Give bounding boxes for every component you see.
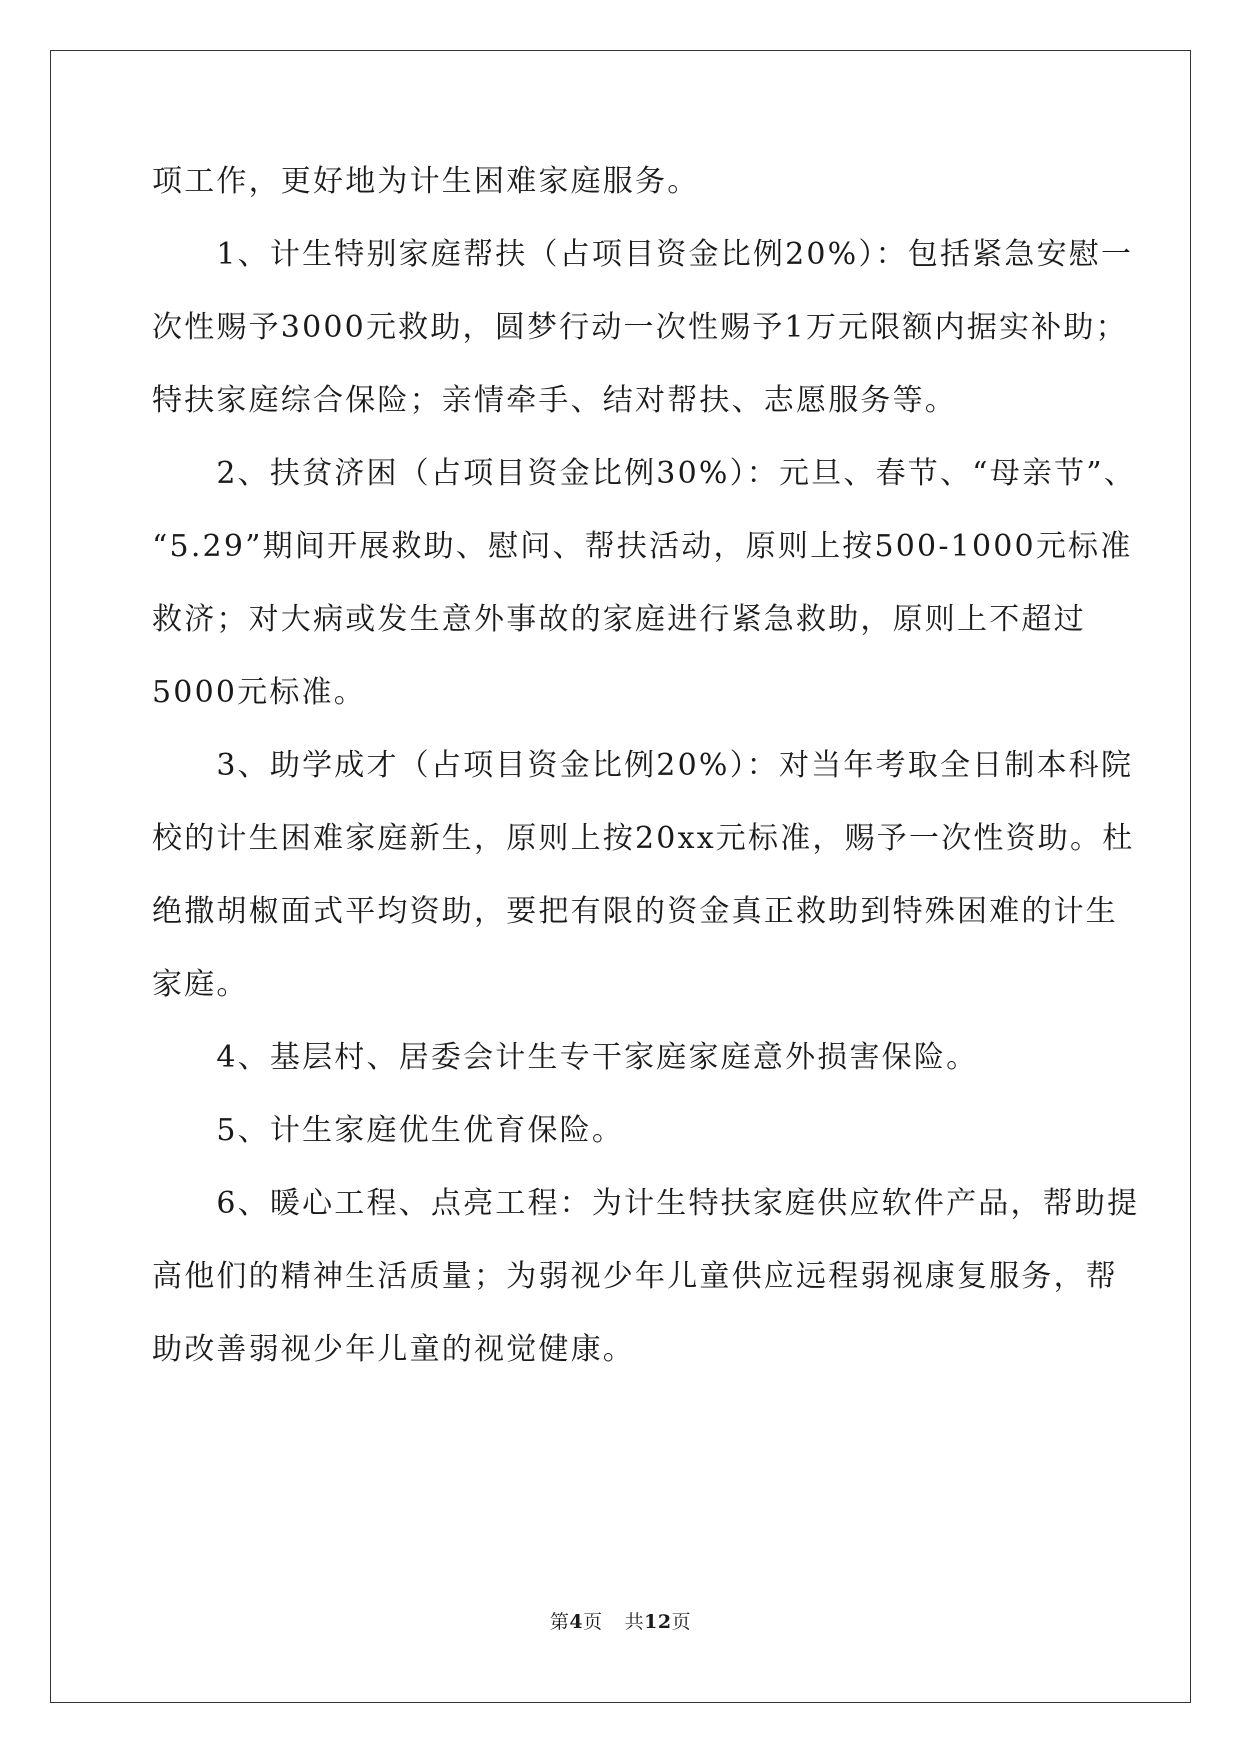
text-line: 6、暖心工程、点亮工程：为计生特扶家庭供应软件产品，帮助提 xyxy=(152,1186,1140,1221)
text-line: 校的计生困难家庭新生，原则上按20xx元标准，赐予一次性资助。杜 xyxy=(152,821,1135,856)
text-line: 助改善弱视少年儿童的视觉健康。 xyxy=(152,1332,635,1367)
total-pages: 12 xyxy=(644,1611,672,1633)
page-number: 4 xyxy=(569,1611,584,1633)
page-footer xyxy=(0,1610,1241,1634)
text-line: 5、计生家庭优生优育保险。 xyxy=(152,1113,625,1148)
text-line: 次性赐予3000元救助，圆梦行动一次性赐予1万元限额内据实补助； xyxy=(152,310,1128,345)
text-line: 3、助学成才（占项目资金比例20%）：对当年考取全日制本科院 xyxy=(152,748,1134,783)
text-line: 高他们的精神生活质量；为弱视少年儿童供应远程弱视康复服务，帮 xyxy=(152,1259,1118,1294)
text-line: 2、扶贫济困（占项目资金比例30%）：元旦、春节、“母亲节”、 xyxy=(152,456,1137,491)
text-line: 项工作，更好地为计生困难家庭服务。 xyxy=(152,164,700,199)
page-prefix: 第 xyxy=(549,1611,570,1633)
text-line: 救济；对大病或发生意外事故的家庭进行紧急救助，原则上不超过 xyxy=(152,602,1086,637)
page-border xyxy=(50,50,1191,1703)
text-line: 特扶家庭综合保险；亲情牵手、结对帮扶、志愿服务等。 xyxy=(152,383,957,418)
text-line: 绝撒胡椒面式平均资助，要把有限的资金真正救助到特殊困难的计生 xyxy=(152,894,1118,929)
page-suffix: 页 xyxy=(583,1611,603,1633)
text-line: 4、基层村、居委会计生专干家庭家庭意外损害保险。 xyxy=(152,1040,979,1075)
text-line: “5.29”期间开展救助、慰问、帮扶活动，原则上按500-1000元标准 xyxy=(152,529,1133,564)
total-suffix: 页 xyxy=(671,1611,692,1633)
text-line: 1、计生特别家庭帮扶（占项目资金比例20%）：包括紧急安慰一 xyxy=(152,237,1134,272)
text-line: 5000元标准。 xyxy=(152,675,366,710)
text-line: 家庭。 xyxy=(152,967,249,1002)
total-prefix: 共 xyxy=(624,1611,645,1633)
